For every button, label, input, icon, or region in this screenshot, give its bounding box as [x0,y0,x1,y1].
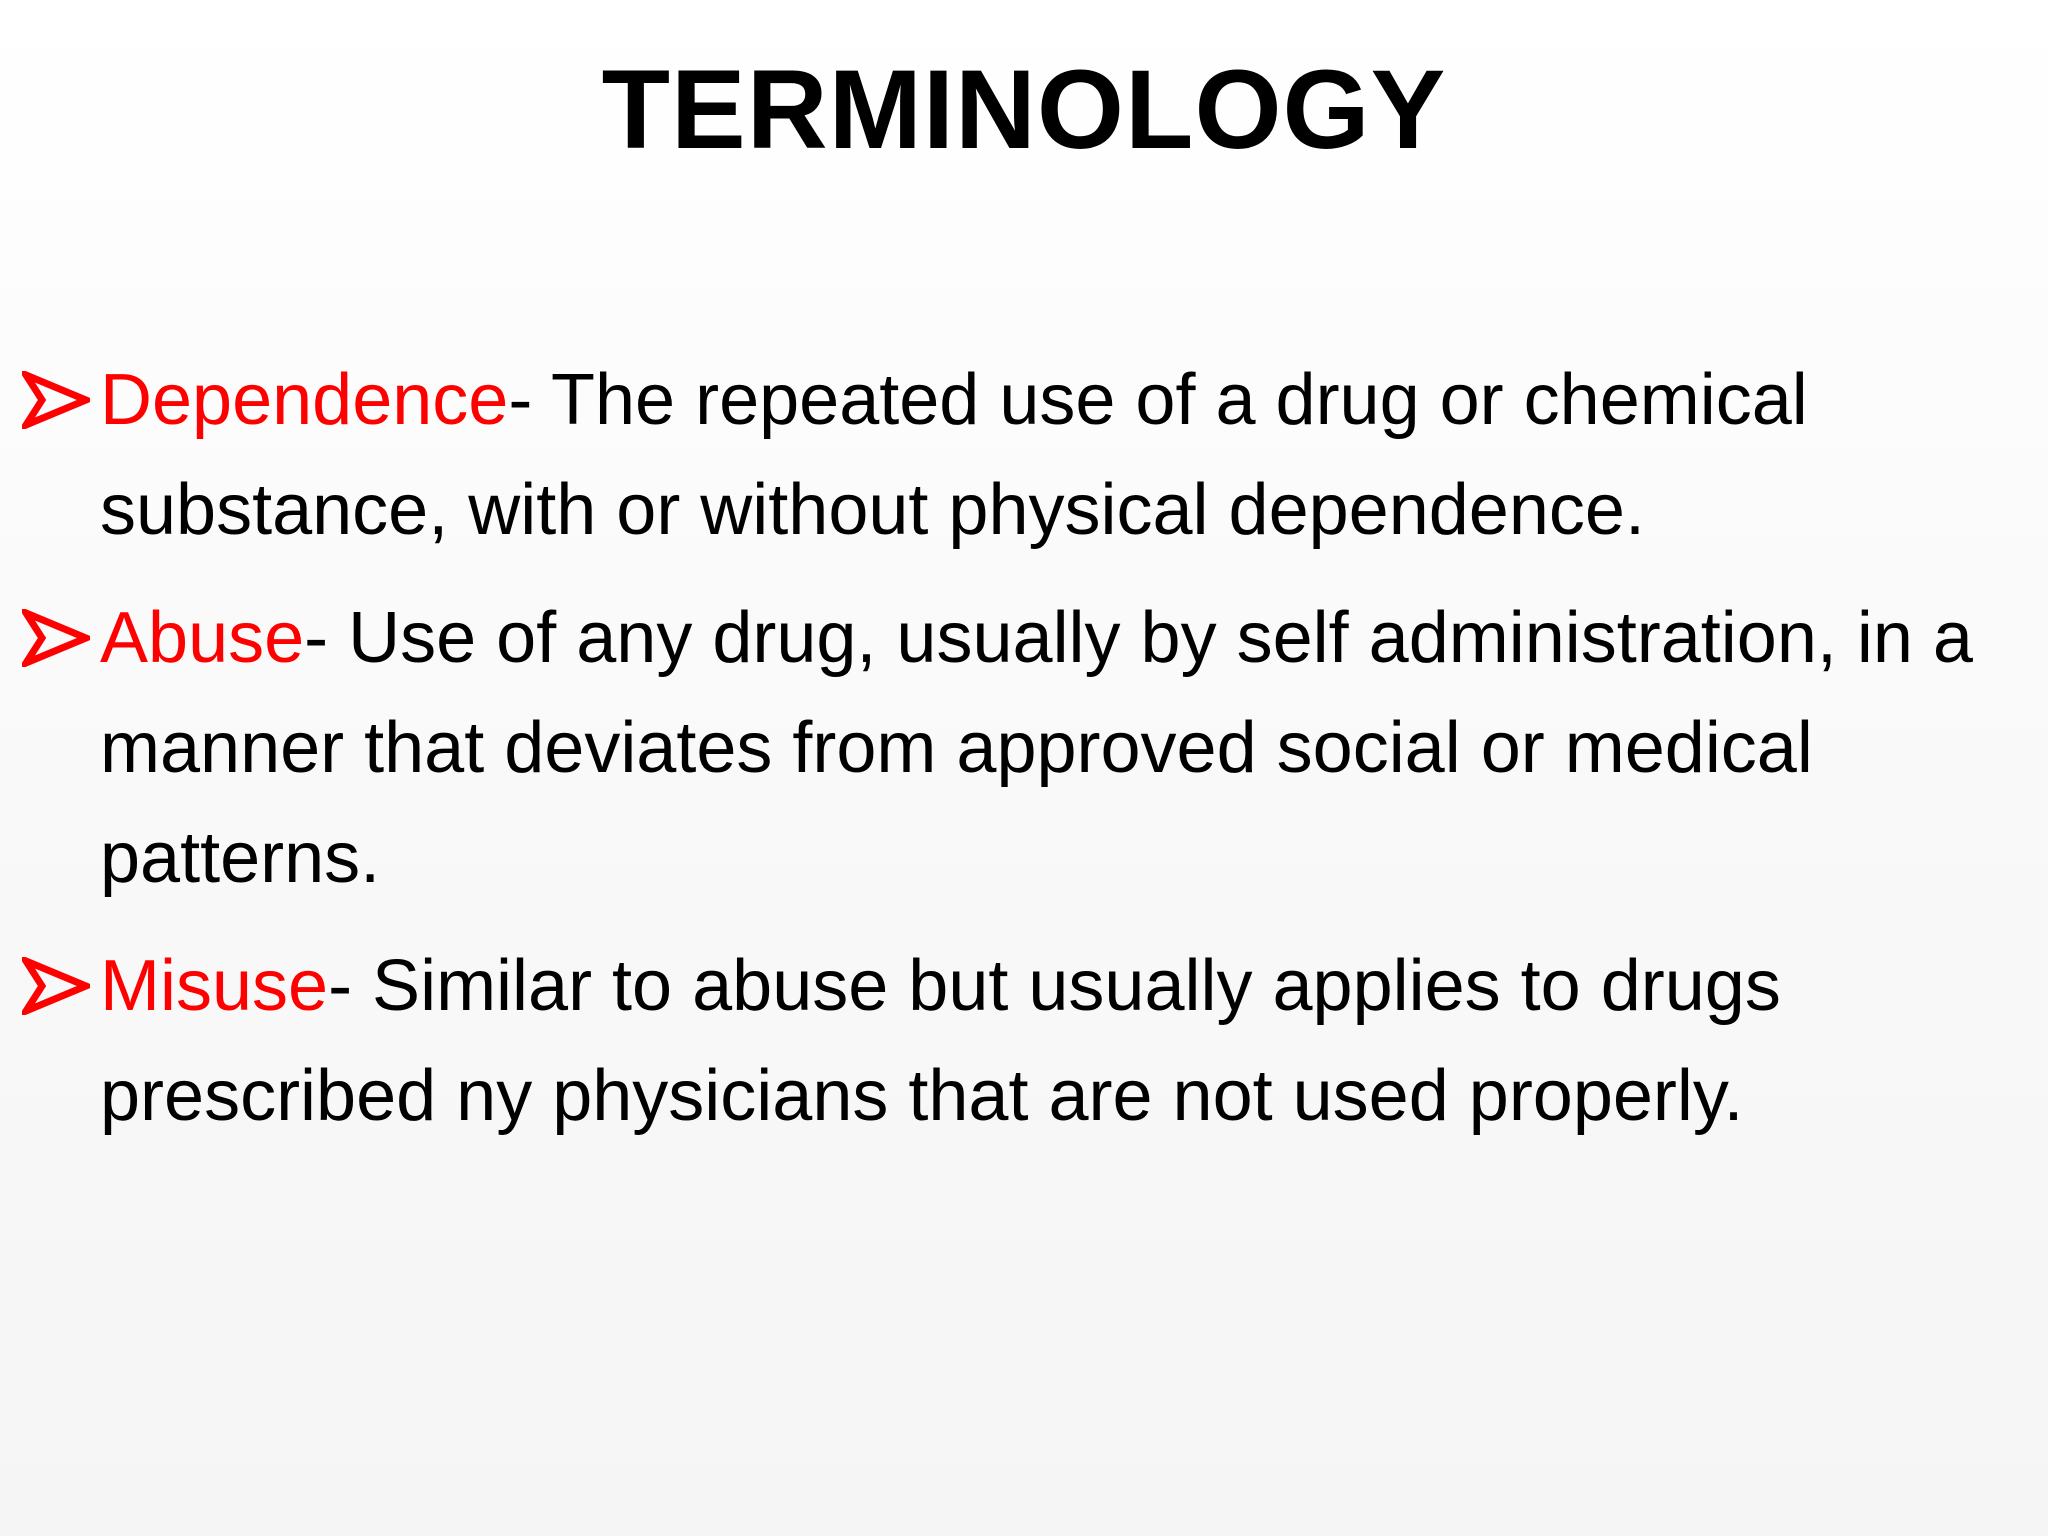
arrow-bullet-icon [22,371,90,429]
arrow-bullet-icon [22,609,90,667]
term-definition: - Similar to abuse but usually applies to drugs prescribed ny physicians that are not used properly. [100,946,1781,1136]
arrow-bullet-icon [22,957,90,1015]
term-definition: - Use of any drug, usually by self administration, in a manner that deviates from approved social or medical patterns. [100,598,1973,898]
term-word: Abuse [100,598,305,678]
slide-title: TERMINOLOGY [601,47,1447,172]
term-word: Misuse [100,946,329,1026]
term-item-misuse [22,931,1982,1151]
term-word: Dependence [100,360,509,440]
term-item-abuse [22,583,1982,913]
term-item-dependence [22,345,1982,565]
term-list [22,345,1982,1169]
term-definition: - The repeated use of a drug or chemical substance, with or without physical dependence. [100,360,1808,550]
